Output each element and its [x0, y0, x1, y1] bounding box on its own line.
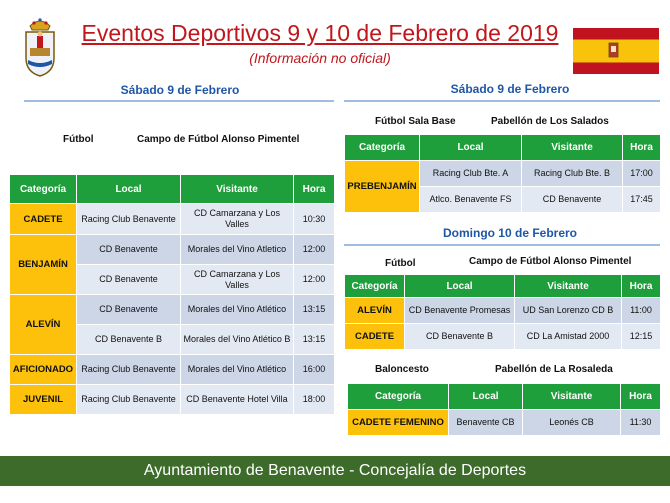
hora-cell: 10:30	[294, 204, 335, 235]
right-bask-sport-label: Baloncesto	[375, 364, 429, 375]
header-local: Local	[449, 384, 523, 410]
right-bask-table	[347, 383, 661, 436]
header-visitante: Visitante	[515, 275, 622, 298]
left-venue-label: Campo de Fútbol Alonso Pimentel	[137, 134, 300, 145]
table-row	[10, 355, 335, 385]
right-sat-heading-rule	[344, 100, 660, 102]
footer-banner: Ayuntamiento de Benavente - Concejalía de Deportes	[0, 456, 670, 486]
left-sport-label: Fútbol	[63, 134, 94, 145]
header-hora: Hora	[623, 135, 661, 161]
visitante-cell: Leonés CB	[523, 410, 621, 436]
table-row	[348, 410, 661, 436]
hora-cell: 18:00	[294, 385, 335, 415]
visitante-cell: CD Benavente	[522, 187, 623, 213]
header-local: Local	[420, 135, 522, 161]
header-local: Local	[77, 175, 181, 204]
left-heading-rule	[24, 100, 334, 102]
hora-cell: 12:00	[294, 235, 335, 265]
local-cell: CD Benavente B	[405, 324, 515, 350]
hora-cell: 17:00	[623, 161, 661, 187]
page-subtitle: (Información no oficial)	[249, 50, 391, 66]
local-cell: Benavente CB	[449, 410, 523, 436]
visitante-cell: Morales del Vino Atlético	[181, 295, 294, 325]
local-cell: Atlco. Benavente FS	[420, 187, 522, 213]
category-cell: CADETE FEMENINO	[348, 410, 449, 436]
header-hora: Hora	[622, 275, 661, 298]
local-cell: CD Benavente	[77, 235, 181, 265]
table-row	[345, 324, 661, 350]
local-cell: Racing Club Bte. A	[420, 161, 522, 187]
category-cell: JUVENIL	[10, 385, 77, 415]
table-row	[10, 295, 335, 325]
hora-cell: 17:45	[623, 187, 661, 213]
local-cell: CD Benavente	[77, 295, 181, 325]
right-sun-heading: Domingo 10 de Febrero	[442, 226, 578, 240]
local-cell: CD Benavente B	[77, 325, 181, 355]
table-row	[10, 235, 335, 265]
local-cell: Racing Club Benavente	[77, 204, 181, 235]
right-sat-heading: Sábado 9 de Febrero	[450, 82, 570, 96]
visitante-cell: Morales del Vino Atletico	[181, 235, 294, 265]
visitante-cell: Morales del Vino Atlético	[181, 355, 294, 385]
table-row	[10, 204, 335, 235]
left-schedule-table	[9, 174, 335, 415]
category-cell: BENJAMÍN	[10, 235, 77, 295]
hora-cell: 11:30	[621, 410, 661, 436]
right-bask-venue-label: Pabellón de La Rosaleda	[495, 364, 613, 375]
visitante-cell: CD Benavente Hotel Villa	[181, 385, 294, 415]
table-row	[10, 385, 335, 415]
category-cell: CADETE	[345, 324, 405, 350]
hora-cell: 13:15	[294, 295, 335, 325]
table-row	[345, 161, 661, 187]
visitante-cell: UD San Lorenzo CD B	[515, 298, 622, 324]
right-sun-venue-label: Campo de Fútbol Alonso Pimentel	[469, 256, 632, 267]
visitante-cell: CD La Amistad 2000	[515, 324, 622, 350]
visitante-cell: Racing Club Bte. B	[522, 161, 623, 187]
hora-cell: 12:00	[294, 265, 335, 295]
table-row	[345, 298, 661, 324]
category-cell: ALEVÍN	[345, 298, 405, 324]
category-cell: ALEVÍN	[10, 295, 77, 355]
right-sun-table	[344, 274, 661, 350]
page-title: Eventos Deportivos 9 y 10 de Febrero de 2019	[81, 20, 559, 46]
right-sun-heading-rule	[344, 244, 660, 246]
category-cell: CADETE	[10, 204, 77, 235]
local-cell: Racing Club Benavente	[77, 385, 181, 415]
local-cell: CD Benavente	[77, 265, 181, 295]
header-categoria: Categoría	[10, 175, 77, 204]
visitante-cell: CD Camarzana y Los Valles	[181, 265, 294, 295]
category-cell: PREBENJAMÍN	[345, 161, 420, 213]
header-visitante: Visitante	[181, 175, 294, 204]
hora-cell: 12:15	[622, 324, 661, 350]
header-hora: Hora	[294, 175, 335, 204]
header-categoria: Categoría	[348, 384, 449, 410]
local-cell: CD Benavente Promesas	[405, 298, 515, 324]
visitante-cell: CD Camarzana y Los Valles	[181, 204, 294, 235]
category-cell: AFICIONADO	[10, 355, 77, 385]
header-hora: Hora	[621, 384, 661, 410]
header-categoria: Categoría	[345, 135, 420, 161]
right-sat-sport-label: Fútbol Sala Base	[375, 116, 456, 127]
hora-cell: 11:00	[622, 298, 661, 324]
right-sun-sport-label: Fútbol	[385, 258, 416, 269]
hora-cell: 16:00	[294, 355, 335, 385]
hora-cell: 13:15	[294, 325, 335, 355]
header-local: Local	[405, 275, 515, 298]
left-section-heading: Sábado 9 de Febrero	[120, 83, 240, 97]
header-categoria: Categoría	[345, 275, 405, 298]
local-cell: Racing Club Benavente	[77, 355, 181, 385]
right-sat-table	[344, 134, 661, 213]
header-visitante: Visitante	[523, 384, 621, 410]
header-visitante: Visitante	[522, 135, 623, 161]
right-sat-venue-label: Pabellón de Los Salados	[491, 116, 609, 127]
visitante-cell: Morales del Vino Atlético B	[181, 325, 294, 355]
